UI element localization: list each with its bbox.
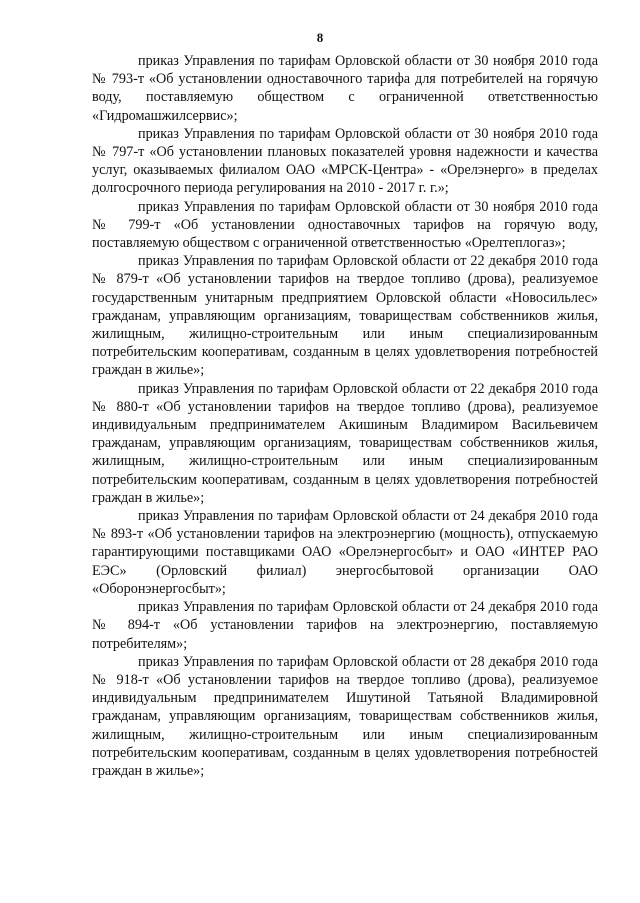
order-paragraph-880: приказ Управления по тарифам Орловской области от 22 декабря 2010 года № 880-т «Об установлении тарифов на твердое топливо (дрова), реализуемое индивидуальным предпринимателем Акишиным Владимиром Васильевичем гражданам, управляющим организациям, товариществам собственников жилья, жилищным, жилищно-строительным или иным специализированным потребительским кооперативам, созданным в целях удовлетворения потребностей граждан в жилье»; [92, 380, 598, 506]
page-number: 8 [316, 30, 324, 45]
order-paragraph-793: приказ Управления по тарифам Орловской области от 30 ноября 2010 года № 793-т «Об установлении одноставочного тарифа для потребителей на горячую воду, поставляемую обществом с ограниченной ответственностью «Гидромашжилсервис»; [92, 53, 598, 124]
order-paragraph-918: приказ Управления по тарифам Орловской области от 28 декабря 2010 года № 918-т «Об установлении тарифов на твердое топливо (дрова), реализуемое индивидуальным предпринимателем Ишутиной Татьяной Владимировной гражданам, управляющим организациям, товариществам собственников жилья, жилищным, жилищно-строительным или иным специализированным потребительским кооперативам, созданным в целях удовлетворения потребностей граждан в жилье»; [92, 653, 598, 779]
document-body [92, 52, 598, 780]
order-paragraph-893: приказ Управления по тарифам Орловской области от 24 декабря 2010 года № 893-т «Об установлении тарифов на электроэнергию (мощность), отпускаемую гарантирующими поставщиками ОАО «Орелэнергосбыт» и ОАО «ИНТЕР РАО ЕЭС» (Орловский филиал) энергосбытовой организации ОАО «Оборонэнергосбыт»; [92, 508, 598, 597]
order-paragraph-894: приказ Управления по тарифам Орловской области от 24 декабря 2010 года № 894-т «Об установлении тарифов на электроэнергию, поставляемую потребителям»; [92, 599, 598, 652]
order-paragraph-799: приказ Управления по тарифам Орловской области от 30 ноября 2010 года № 799-т «Об установлении одноставочных тарифов на горячую воду, поставляемую обществом с ограниченной ответственностью «Орелтеплогаз»; [92, 198, 598, 252]
order-paragraph-879: приказ Управления по тарифам Орловской области от 22 декабря 2010 года № 879-т «Об установлении тарифов на твердое топливо (дрова), реализуемое государственным унитарным предприятием Орловской области «Новосильлес» гражданам, управляющим организациям, товариществам собственников жилья, жилищным, жилищно-строительным или иным специализированным потребительским кооперативам, созданным в целях удовлетворения потребностей граждан в жилье»; [92, 253, 598, 379]
order-paragraph-797: приказ Управления по тарифам Орловской области от 30 ноября 2010 года № 797-т «Об установлении плановых показателей уровня надежности и качества услуг, оказываемых филиалом ОАО «МРСК-Центра» - «Орелэнерго» в пределах долгосрочного периода регулирования на 2010 - 2017 г. г.»; [92, 125, 598, 197]
